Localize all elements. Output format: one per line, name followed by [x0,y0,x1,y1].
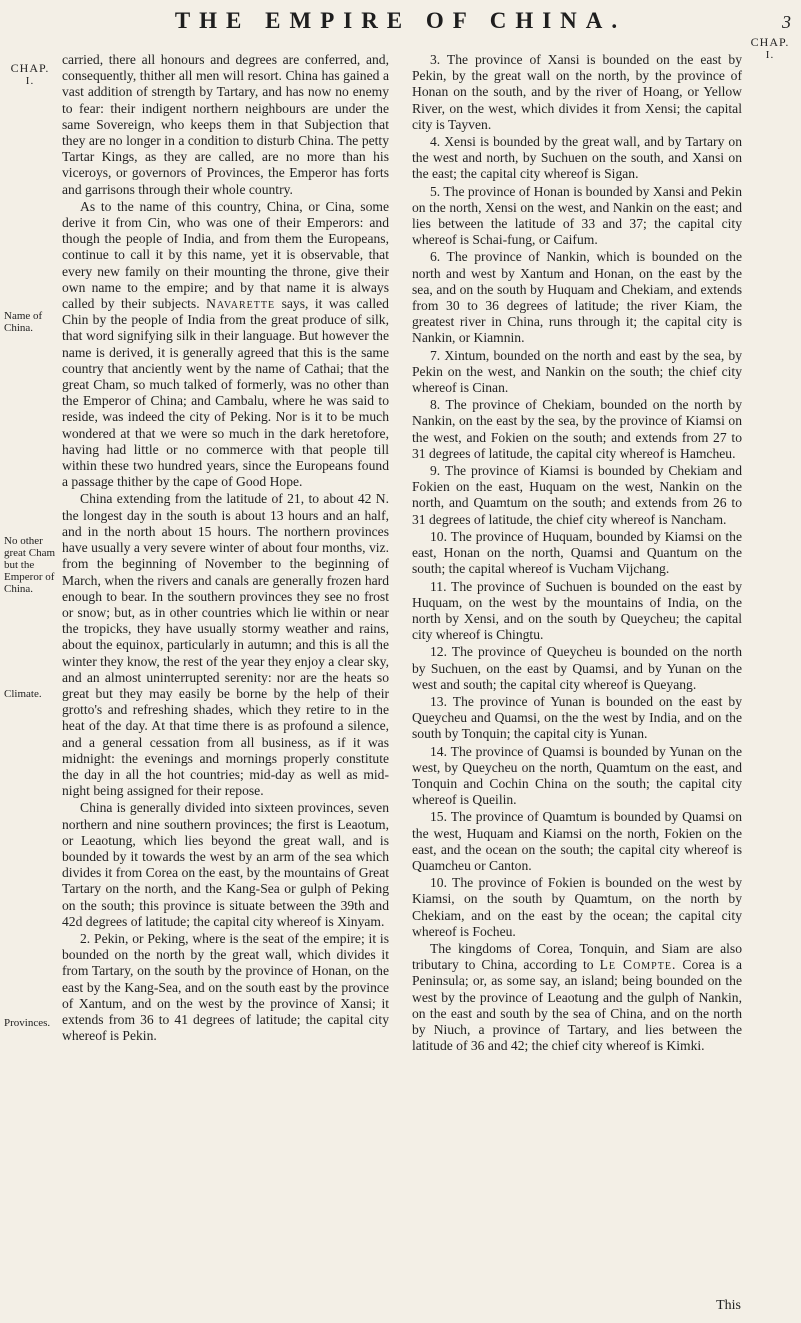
paragraph-text: says, it was called Chin by the people of India from the great produce of silk, that word signifying silk in their language. But however the name is derived, it is generally agreed that this is the same country that anciently went by the name of Cathai; that the great Cham, so much talked of formerly, was no other than the Emperor of China; and Cambalu, where he was said to reside, was indeed the city of Peking. Nor is it to be much wondered at that we were so much in the dark heretofore, having had little or no commerce with that people till within these two hundred years, since the Europeans found a passage thither by the cape of Good Hope. [62,296,389,490]
paragraph: 9. The province of Kiamsi is bounded by Chekiam and Fokien on the east, Huquam on the west, Nankin on the north, and Quamtum on the south; and extends from 26 to 31 degrees of latitude, the chief city whereof is Nancham. [412,463,742,527]
right-column [412,52,742,1055]
chapter-marker-left [2,62,58,88]
paragraph: 8. The province of Chekiam, bounded on the north by Nankin, on the east by the sea, by the province of Kiamsi on the west, and Fokien on the south; and extends from 27 to 31 degrees of latitude, the capital city whereof is Hamcheu. [412,397,742,461]
author-name: Navarette [206,296,276,312]
chapter-marker-right [741,36,799,62]
page-number: 3 [782,12,791,32]
paragraph: 4. Xensi is bounded by the great wall, and by Tartary on the west and north, by Suchuen on the south, and Xansi on the east; the capital city whereof is Sigan. [412,134,742,182]
paragraph-text: The kingdoms of Corea, Tonquin, and Siam are also tributary to China, according to [412,940,742,973]
running-head: THE EMPIRE OF CHINA. [174,8,627,33]
paragraph: China extending from the latitude of 21, to about 42 N. the longest day in the south is about 13 hours and an half, and in the north about 15 hours. The northern provinces have usually a very severe winter of about four months, viz. from the beginning of November to the beginning of March, when the rivers and canals are generally frozen hard enough to bear. In the southern provinces they see no frost or snow; but, as in other countries which lie within or near the tropicks, they have usually stormy weather and rains, about the equinox, particularly in autumn; and this is all the winter they know, the rest of the year they enjoy a clear sky, and an almost uninterrupted serenity: nor are the heats so great but they may easily be borne by the help of their grotto's and refreshing shades, which they retire to in the heat of the day. At that time there is as profound a silence, and a general cessation from all business, as if it was midnight: the evenings and mornings properly constitute the day in all the hot countries; mid-day as well as mid-night being assigned for their repose. [62,491,389,799]
chap-roman: I. [25,75,35,87]
paragraph-text: As to the name of this country, China, or Cina, some derive it from Cin, who was one of their Emperors: and though the people of India, and from them the Europeans, continue to call it by this name, yet it is observable, that every new family on their mounting the throne, give their own name to the empire; and by that name it is always called by their subjects. [62,198,389,312]
paragraph [412,941,742,1054]
chap-label: CHAP. [750,35,790,49]
paragraph: 3. The province of Xansi is bounded on the east by Pekin, by the great wall on the north, by the province of Honan on the south, and by the river of Hoang, or Yellow River, on the west, which divides it from Xensi; the capital city is Tayven. [412,52,742,132]
paragraph: 10. The province of Huquam, bounded by Kiamsi on the east, Honan on the north, Quamsi and Quantum on the south; the capital whereof is Vucham Vijchang. [412,528,742,577]
paragraph: 7. Xintum, bounded on the north and east by the sea, by Pekin on the west, and Nankin on the south; the chief city whereof is Cinan. [412,347,742,396]
margin-note-name-of-china: Name of China. [4,310,43,334]
paragraph: 15. The province of Quamtum is bounded by Quamsi on the west, Huquam and Kiamsi on the north, Fokien on the east, and the ocean on the south; the capital city whereof is Quamcheu or Canton. [412,809,742,873]
margin-note-great-cham: No other great Cham but the Emperor of China. [4,535,56,595]
chap-roman: I. [765,49,775,61]
catchword: This [716,1298,741,1313]
margin-note-climate: Climate. [4,688,42,700]
author-name: Le Compte. [599,957,677,973]
chap-label: CHAP. [10,61,50,75]
paragraph: carried, there all honours and degrees are conferred, and, consequently, thither all men will resort. China has gained a vast addition of strength by Tartary, and has now no enemy to fear: their indigent northern neighbours are under the same Sovereign, who keeps them in that Subjection that they are no longer in a condition to disturb China. The petty Tartar Kings, as they are called, are no more than his viceroys, or governors of Provinces, the Emperor has forts and garrisons through their whole country. [62,52,389,197]
paragraph: 12. The province of Queycheu is bounded on the north by Suchuen, on the east by Quamsi, and by Yunan on the west and south; the capital city whereof is Queyang. [412,644,742,692]
paragraph: 13. The province of Yunan is bounded on the east by Queycheu and Quamsi, on the the west by India, and on the south by Tonquin; the capital city is Yunan. [412,693,742,742]
page-header [0,8,801,44]
paragraph: 14. The province of Quamsi is bounded by Yunan on the west, by Queycheu on the north, Quamtum on the east, and Tonquin and Cochin China on the south; the capital city whereof is Queilin. [412,743,742,808]
left-column [62,52,389,1045]
margin-note-provinces: Provinces. [4,1017,51,1029]
paragraph: 5. The province of Honan is bounded by Xansi and Pekin on the north, Xensi on the west, and Nankin on the east; and lies between the latitude of 33 and 37; the capital city whereof is Schai-fung, or Caifum. [412,183,742,248]
paragraph: 2. Pekin, or Peking, where is the seat of the empire; it is bounded on the north by the great wall, which divides it from Tartary, on the south by the province of Honan, on the east by the Kang-Sea, and on the south east by the province of Xantum, and on the west by the province of Xansi; it extends from 36 to 41 degrees of latitude; the capital city whereof is Pekin. [62,930,389,1044]
paragraph: 11. The province of Suchuen is bounded on the east by Huquam, on the west by the mountains of India, on the north by Xensi, and on the south by Queycheu; the capital city whereof is Chingtu. [412,578,742,643]
paragraph: 10. The province of Fokien is bounded on the west by Kiamsi, on the south by Quamtum, on the north by Chekiam, and on the east by the ocean; the capital city whereof is Focheu. [412,875,742,939]
paragraph: 6. The province of Nankin, which is bounded on the north and west by Xantum and Honan, on the east by the sea, and on the south by Huquam and Chekiam, and extends from 30 to 36 degrees of latitude; the river Kiam, the greatest river in China, runs through it; the capital city is Nankin, or Kiamnin. [412,249,742,346]
paragraph [62,199,389,491]
paragraph: China is generally divided into sixteen provinces, seven northern and nine southern provinces; the first is Leaotum, or Leaotung, which lies beyond the great wall, and is bounded by it towards the west by an arm of the sea which divides it from Corea on the east, by the mountains of Great Tartary on the north, and the Kang-Sea or gulph of Peking on the south; this province is situate between the 39th and 42d degrees of latitude; the capital city whereof is Xinyam. [62,800,389,929]
paragraph-text: Corea is a Peninsula; or, as some say, an island; being bounded on the west by the province of Leaotung and the gulph of Nankin, on the east and south by the sea of China, and on the north by Niuch, a province of Tartary, and lies between the latitude of 36 and 42; the chief city whereof is Kimki. [412,957,742,1054]
